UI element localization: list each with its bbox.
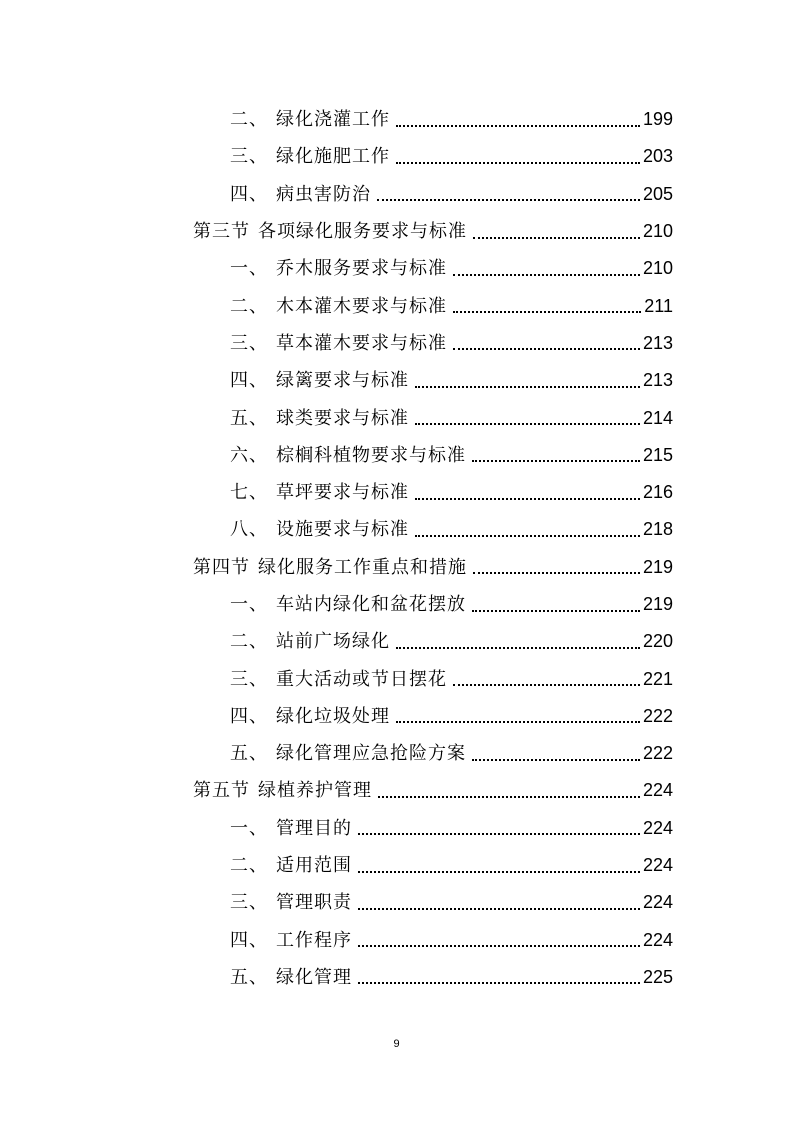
toc-entry-title: [193, 549, 467, 586]
toc-section-entry[interactable]: [0, 549, 793, 586]
toc-entry-prefix: 一、: [230, 817, 268, 839]
toc-entry-title: [230, 325, 447, 362]
toc-entry-title: [230, 250, 447, 287]
toc-entry-title: [230, 922, 352, 959]
toc-entry[interactable]: [0, 250, 793, 287]
toc-entry-text: 管理目的: [276, 817, 352, 839]
toc-entry-text: 绿化服务工作重点和措施: [258, 556, 467, 578]
toc-entry[interactable]: [0, 138, 793, 175]
toc-entry-prefix: 四、: [230, 183, 268, 205]
toc-entry[interactable]: [0, 735, 793, 772]
toc-entry-prefix: 二、: [230, 631, 268, 653]
toc-entry-title: [230, 101, 390, 138]
toc-entry[interactable]: [0, 884, 793, 921]
toc-entry-title: [230, 400, 409, 437]
toc-entry-text: 各项绿化服务要求与标准: [258, 221, 467, 243]
toc-entry-page: 224: [642, 817, 673, 838]
toc-entry-prefix: 四、: [230, 705, 268, 727]
dot-leader: [472, 759, 640, 761]
toc-entry-page: 215: [642, 444, 673, 465]
toc-entry-text: 绿植养护管理: [258, 780, 372, 802]
dot-leader: [415, 498, 640, 500]
toc-entry-title: [230, 176, 371, 213]
toc-entry[interactable]: [0, 176, 793, 213]
toc-entry-text: 适用范围: [276, 855, 352, 877]
dot-leader: [396, 125, 640, 127]
toc-entry-title: [230, 586, 466, 623]
toc-entry-text: 工作程序: [276, 929, 352, 951]
table-of-contents: [0, 101, 793, 996]
toc-entry-title: [230, 474, 409, 511]
toc-entry-page: 205: [642, 183, 673, 204]
toc-entry-prefix: 二、: [230, 295, 268, 317]
toc-entry-title: [230, 810, 352, 847]
toc-entry[interactable]: [0, 399, 793, 436]
toc-entry-page: 203: [642, 146, 673, 167]
toc-entry[interactable]: [0, 474, 793, 511]
toc-entry[interactable]: [0, 437, 793, 474]
toc-entry-prefix: 三、: [230, 332, 268, 354]
toc-entry-prefix: 五、: [230, 966, 268, 988]
dot-leader: [473, 237, 640, 239]
toc-entry-title: [230, 661, 447, 698]
dot-leader: [358, 871, 640, 873]
toc-entry[interactable]: [0, 362, 793, 399]
dot-leader: [453, 311, 641, 313]
toc-entry-prefix: 四、: [230, 370, 268, 392]
dot-leader: [415, 423, 640, 425]
toc-entry-prefix: 五、: [230, 743, 268, 765]
dot-leader: [415, 386, 640, 388]
toc-entry[interactable]: [0, 922, 793, 959]
dot-leader: [377, 199, 640, 201]
toc-entry-prefix: 三、: [230, 668, 268, 690]
toc-entry-prefix: 一、: [230, 594, 268, 615]
toc-entry-page: 210: [642, 221, 673, 242]
toc-entry-title: [230, 437, 466, 474]
toc-entry-page: 199: [642, 109, 673, 130]
toc-entry-prefix: 七、: [230, 482, 268, 504]
toc-entry-page: 224: [642, 892, 673, 913]
toc-entry[interactable]: [0, 623, 793, 660]
toc-entry-page: 211: [644, 295, 673, 316]
dot-leader: [378, 796, 640, 798]
toc-entry-text: 重大活动或节日摆花: [276, 668, 447, 690]
toc-entry[interactable]: [0, 511, 793, 548]
toc-entry-page: 224: [642, 855, 673, 876]
toc-entry-page: 219: [642, 556, 673, 577]
dot-leader: [396, 647, 640, 649]
toc-entry-text: 设施要求与标准: [276, 519, 409, 541]
toc-entry-page: 220: [642, 631, 673, 652]
toc-entry-prefix: 三、: [230, 892, 268, 914]
toc-entry-title: [193, 213, 467, 250]
toc-entry-prefix: 四、: [230, 929, 268, 951]
dot-leader: [472, 610, 640, 612]
toc-entry-prefix: 六、: [230, 444, 268, 466]
dot-leader: [358, 833, 640, 835]
toc-entry[interactable]: [0, 847, 793, 884]
toc-entry-prefix: 八、: [230, 519, 268, 541]
toc-entry-page: 213: [642, 370, 673, 391]
toc-section-entry[interactable]: [0, 213, 793, 250]
dot-leader: [396, 162, 640, 164]
toc-entry[interactable]: [0, 810, 793, 847]
dot-leader: [358, 945, 640, 947]
toc-entry-text: 绿篱要求与标准: [276, 370, 409, 392]
toc-entry-page: 210: [642, 258, 673, 279]
toc-entry-prefix: 五、: [230, 407, 268, 429]
toc-entry-title: [230, 362, 409, 399]
toc-entry-title: [230, 959, 352, 996]
toc-entry-text: 棕榈科植物要求与标准: [276, 444, 466, 466]
toc-entry-prefix: 第四节: [193, 556, 250, 578]
toc-entry-page: 219: [642, 594, 673, 614]
toc-entry-page: 224: [642, 780, 673, 801]
toc-entry-title: [230, 735, 466, 772]
dot-leader: [415, 535, 640, 537]
toc-entry-prefix: 第五节: [193, 780, 250, 802]
toc-entry-text: 管理职责: [276, 892, 352, 914]
toc-entry-title: [230, 288, 447, 325]
toc-entry-title: [230, 623, 390, 660]
dot-leader: [396, 721, 640, 723]
toc-entry[interactable]: [0, 287, 793, 324]
toc-entry-page: 214: [642, 407, 673, 428]
toc-entry-page: 225: [642, 966, 673, 987]
toc-entry-page: 221: [642, 668, 673, 689]
dot-leader: [453, 274, 640, 276]
toc-entry-text: 球类要求与标准: [276, 407, 409, 429]
dot-leader: [453, 684, 640, 686]
toc-section-entry[interactable]: [0, 772, 793, 809]
toc-entry-title: [193, 772, 372, 809]
toc-entry-text: 绿化管理: [276, 966, 352, 988]
toc-entry-title: [230, 884, 352, 921]
toc-entry-text: 绿化管理应急抢险方案: [276, 743, 466, 765]
toc-entry-title: [230, 698, 390, 735]
toc-entry-page: 222: [642, 705, 673, 726]
toc-entry[interactable]: [0, 325, 793, 362]
dot-leader: [472, 460, 640, 462]
toc-entry-title: [230, 138, 390, 175]
toc-entry-page: 216: [642, 482, 673, 503]
toc-entry-prefix: 第三节: [193, 221, 250, 243]
page-number: 9: [393, 1038, 400, 1050]
toc-entry-text: 车站内绿化和盆花摆放: [276, 594, 466, 615]
toc-entry-page: 218: [642, 519, 673, 540]
toc-entry-text: 站前广场绿化: [276, 631, 390, 653]
toc-entry[interactable]: [0, 586, 793, 623]
toc-entry-text: 草坪要求与标准: [276, 482, 409, 504]
toc-entry[interactable]: [0, 101, 793, 138]
toc-entry-page: 213: [642, 332, 673, 353]
toc-entry[interactable]: [0, 698, 793, 735]
toc-entry-text: 乔木服务要求与标准: [276, 258, 447, 280]
toc-entry-prefix: 二、: [230, 855, 268, 877]
toc-entry-text: 病虫害防治: [276, 183, 371, 205]
toc-entry-page: 222: [642, 743, 673, 764]
toc-entry-title: [230, 511, 409, 548]
toc-entry-text: 草本灌木要求与标准: [276, 332, 447, 354]
toc-entry-prefix: 二、: [230, 109, 268, 131]
toc-entry-prefix: 三、: [230, 146, 268, 168]
toc-entry-prefix: 一、: [230, 258, 268, 280]
toc-entry[interactable]: [0, 660, 793, 697]
dot-leader: [473, 572, 640, 574]
dot-leader: [358, 982, 640, 984]
toc-entry-text: 绿化垃圾处理: [276, 705, 390, 727]
dot-leader: [358, 908, 640, 910]
toc-entry-text: 绿化浇灌工作: [276, 109, 390, 131]
toc-entry-text: 木本灌木要求与标准: [276, 295, 447, 317]
toc-entry-title: [230, 847, 352, 884]
dot-leader: [453, 348, 640, 350]
toc-entry[interactable]: [0, 959, 793, 996]
toc-entry-page: 224: [642, 929, 673, 950]
toc-entry-text: 绿化施肥工作: [276, 146, 390, 168]
